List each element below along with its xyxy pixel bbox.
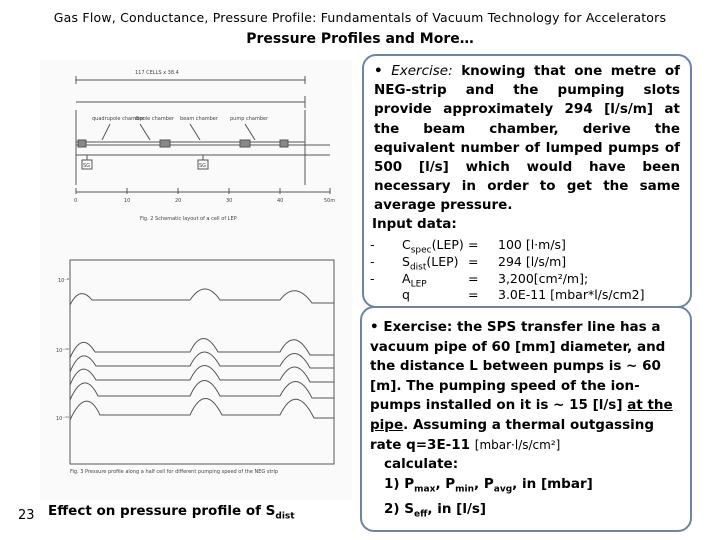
exercise-1-lead: Exercise:: [391, 63, 453, 79]
slide-header: Gas Flow, Conductance, Pressure Profile: Fundamentals of Vacuum Technology for Accelerators: [53, 10, 667, 25]
input-data-title: Input data:: [372, 216, 457, 232]
x-tick-2: 20: [175, 198, 182, 204]
part-label-4: pump chamber: [230, 116, 269, 122]
x-tick-4: 40: [277, 198, 284, 204]
figure-svg: [40, 60, 352, 500]
scale-label: 117 CELLS x 38.4: [135, 70, 179, 76]
exercise-2-line2: . Assuming a thermal outgassing rate q=3E-11: [370, 416, 655, 453]
bullet: •: [370, 319, 379, 335]
y-tick-2: 10⁻¹¹: [56, 416, 70, 422]
question-1: 1) $P_{max}$, $P_{min}$, $P_{avg}$, in [mbar]: [384, 475, 593, 495]
page-number: 23: [18, 508, 35, 523]
at-the-pipe: at the pipe: [370, 397, 673, 433]
x-tick-3: 30: [226, 198, 233, 204]
layout-schematic: [76, 76, 330, 194]
outgassing-unit: [mbar·l/s/cm²]: [474, 437, 561, 452]
y-tick-1: 10⁻¹⁰: [56, 348, 70, 354]
y-tick-0: 10⁻⁹: [58, 278, 70, 284]
question-2: 2) $S_{eff}$, in [l/s]: [384, 501, 487, 520]
exercise-1-box: • Exercise: knowing that one metre of NEG-strip and the pumping slots provide approximately 294 [l/s/m] at the beam chamber, derive the equivalent number of lumped pumps of 500 [l/s] which would have been necessary in order to get the same average pressure. Input data: - $C_{spec}(LEP)$ = 100 [l·m/s] - $S_{dist}(LEP)$ = 294 [l/s/m] - $A_{LEP}$ = 3,200[cm²/m]; q = 3.0E-11 [mbar*l/s/cm2]: [362, 54, 692, 308]
exercise-2-text: [370, 318, 684, 525]
pressure-profile-plot: [70, 260, 334, 464]
part-label-1: quadrupole chamber: [92, 116, 145, 122]
part-label-3: beam chamber: [180, 116, 218, 122]
pump-label-2: SG: [199, 163, 207, 169]
figure-caption: Effect on pressure profile of $S_{dist}$: [48, 503, 295, 522]
bottom-figure-caption: Fig. 3 Pressure profile along a half cell for different pumping speed of the NEG strip: [70, 469, 279, 475]
part-label-2: dipole chamber: [135, 116, 175, 122]
scanned-figure: [40, 60, 352, 500]
slide-title: Pressure Profiles and More…: [246, 31, 474, 47]
bullet: •: [374, 63, 383, 79]
pump-label-1: SG: [83, 163, 91, 169]
exercise-2-line1: Exercise: the SPS transfer line has a vacuum pipe of 60 [mm] diameter, and the distance L between pumps is ~ 60 [m]. The pumping speed of the ion-pumps installed on it is ~ 15 [l/s]: [370, 319, 666, 414]
exercise-1-body: knowing that one metre of NEG-strip and the pumping slots provide approximately 294 [l/s/m] at the beam chamber, derive the equivalent number of lumped pumps of 500 [l/s] which would have been necessary in order to get the same average pressure.: [374, 63, 680, 214]
top-figure-caption: Fig. 2 Schematic layout of a cell of LEP: [140, 216, 237, 222]
x-tick-0: 0: [74, 198, 78, 204]
calculate-label: calculate:: [384, 456, 459, 473]
exercise-2-box: [360, 306, 692, 532]
x-tick-5: 50m: [324, 198, 336, 204]
x-tick-1: 10: [124, 198, 131, 204]
exercise-1-text: [374, 62, 680, 216]
